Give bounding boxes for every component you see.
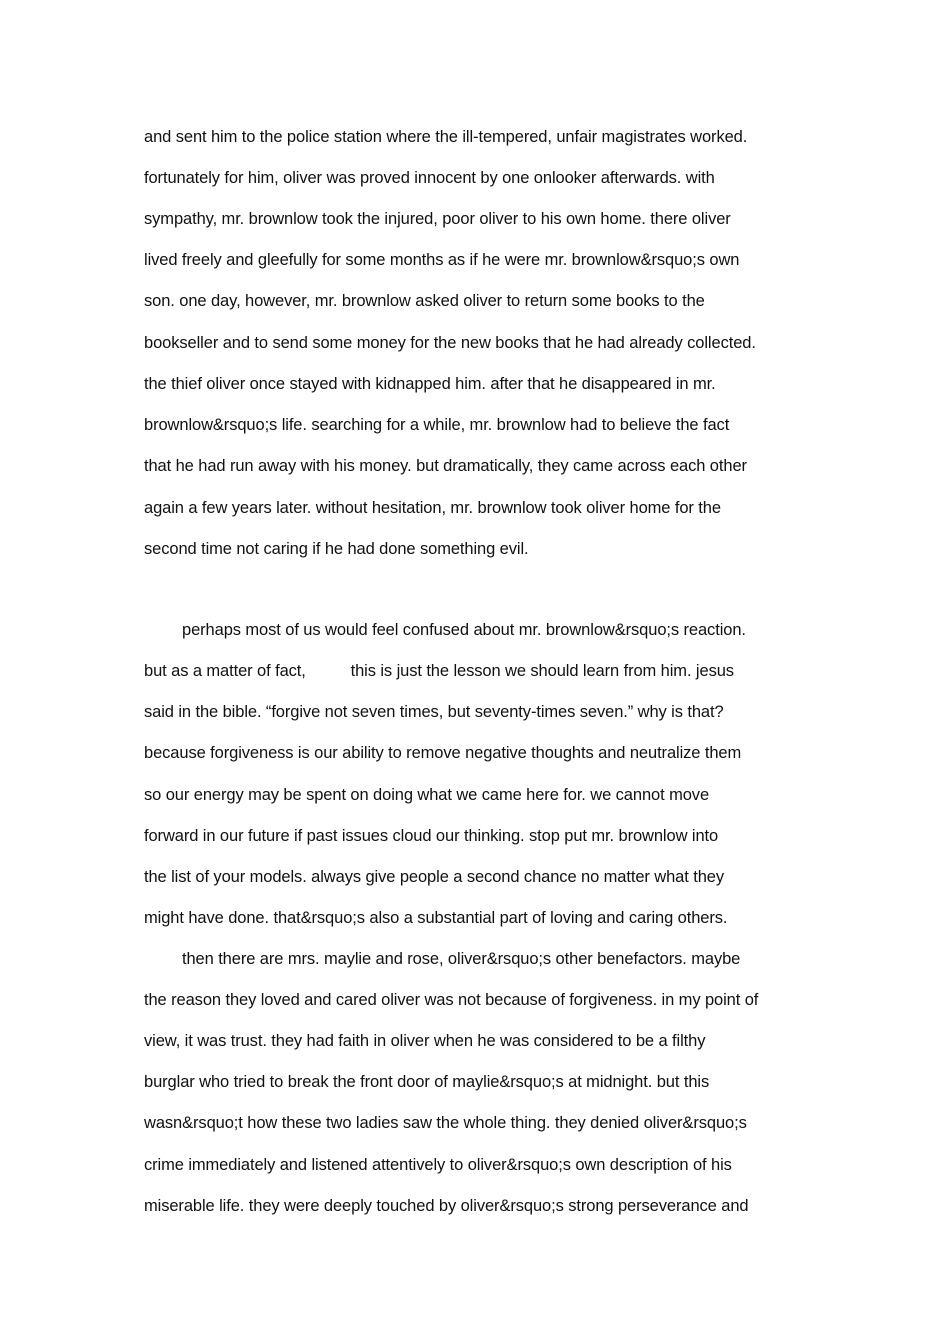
text-line: burglar who tried to break the front door of maylie&rsquo;s at midnight. but this	[144, 1073, 710, 1091]
text-line: brownlow&rsquo;s life. searching for a while, mr. brownlow had to believe the fact	[144, 416, 730, 434]
text-line: that he had run away with his money. but dramatically, they came across each other	[144, 457, 747, 475]
text-line: but as a matter of fact, this is just the lesson we should learn from him. jesus	[144, 662, 734, 680]
text-line: sympathy, mr. brownlow took the injured, poor oliver to his own home. there oliver	[144, 210, 731, 228]
text-line: view, it was trust. they had faith in oliver when he was considered to be a filthy	[144, 1032, 706, 1050]
text-line: wasn&rsquo;t how these two ladies saw the whole thing. they denied oliver&rsquo;s	[144, 1114, 747, 1132]
text-line: fortunately for him, oliver was proved innocent by one onlooker afterwards. with	[144, 169, 715, 187]
text-line: and sent him to the police station where the ill-tempered, unfair magistrates worked.	[144, 128, 748, 146]
text-line: forward in our future if past issues cloud our thinking. stop put mr. brownlow into	[144, 827, 719, 845]
text-line: the list of your models. always give people a second chance no matter what they	[144, 868, 725, 886]
text-line: perhaps most of us would feel confused about mr. brownlow&rsquo;s reaction.	[182, 621, 746, 639]
text-line: the reason they loved and cared oliver was not because of forgiveness. in my point of	[144, 991, 759, 1009]
text-line: might have done. that&rsquo;s also a substantial part of loving and caring others.	[144, 909, 728, 927]
text-line: crime immediately and listened attentively to oliver&rsquo;s own description of his	[144, 1156, 732, 1174]
text-line: the thief oliver once stayed with kidnapped him. after that he disappeared in mr.	[144, 375, 716, 393]
text-line: lived freely and gleefully for some months as if he were mr. brownlow&rsquo;s own	[144, 251, 740, 269]
text-line: son. one day, however, mr. brownlow asked oliver to return some books to the	[144, 292, 705, 310]
text-line: second time not caring if he had done something evil.	[144, 540, 529, 558]
text-line: so our energy may be spent on doing what we came here for. we cannot move	[144, 786, 710, 804]
text-line: because forgiveness is our ability to remove negative thoughts and neutralize them	[144, 744, 742, 762]
text-line: then there are mrs. maylie and rose, oliver&rsquo;s other benefactors. maybe	[182, 950, 741, 968]
text-line: bookseller and to send some money for the new books that he had already collected.	[144, 334, 756, 352]
text-line: again a few years later. without hesitation, mr. brownlow took oliver home for the	[144, 499, 721, 517]
text-line: miserable life. they were deeply touched by oliver&rsquo;s strong perseverance and	[144, 1197, 749, 1215]
text-line: said in the bible. “forgive not seven times, but seventy-times seven.” why is that?	[144, 703, 724, 721]
